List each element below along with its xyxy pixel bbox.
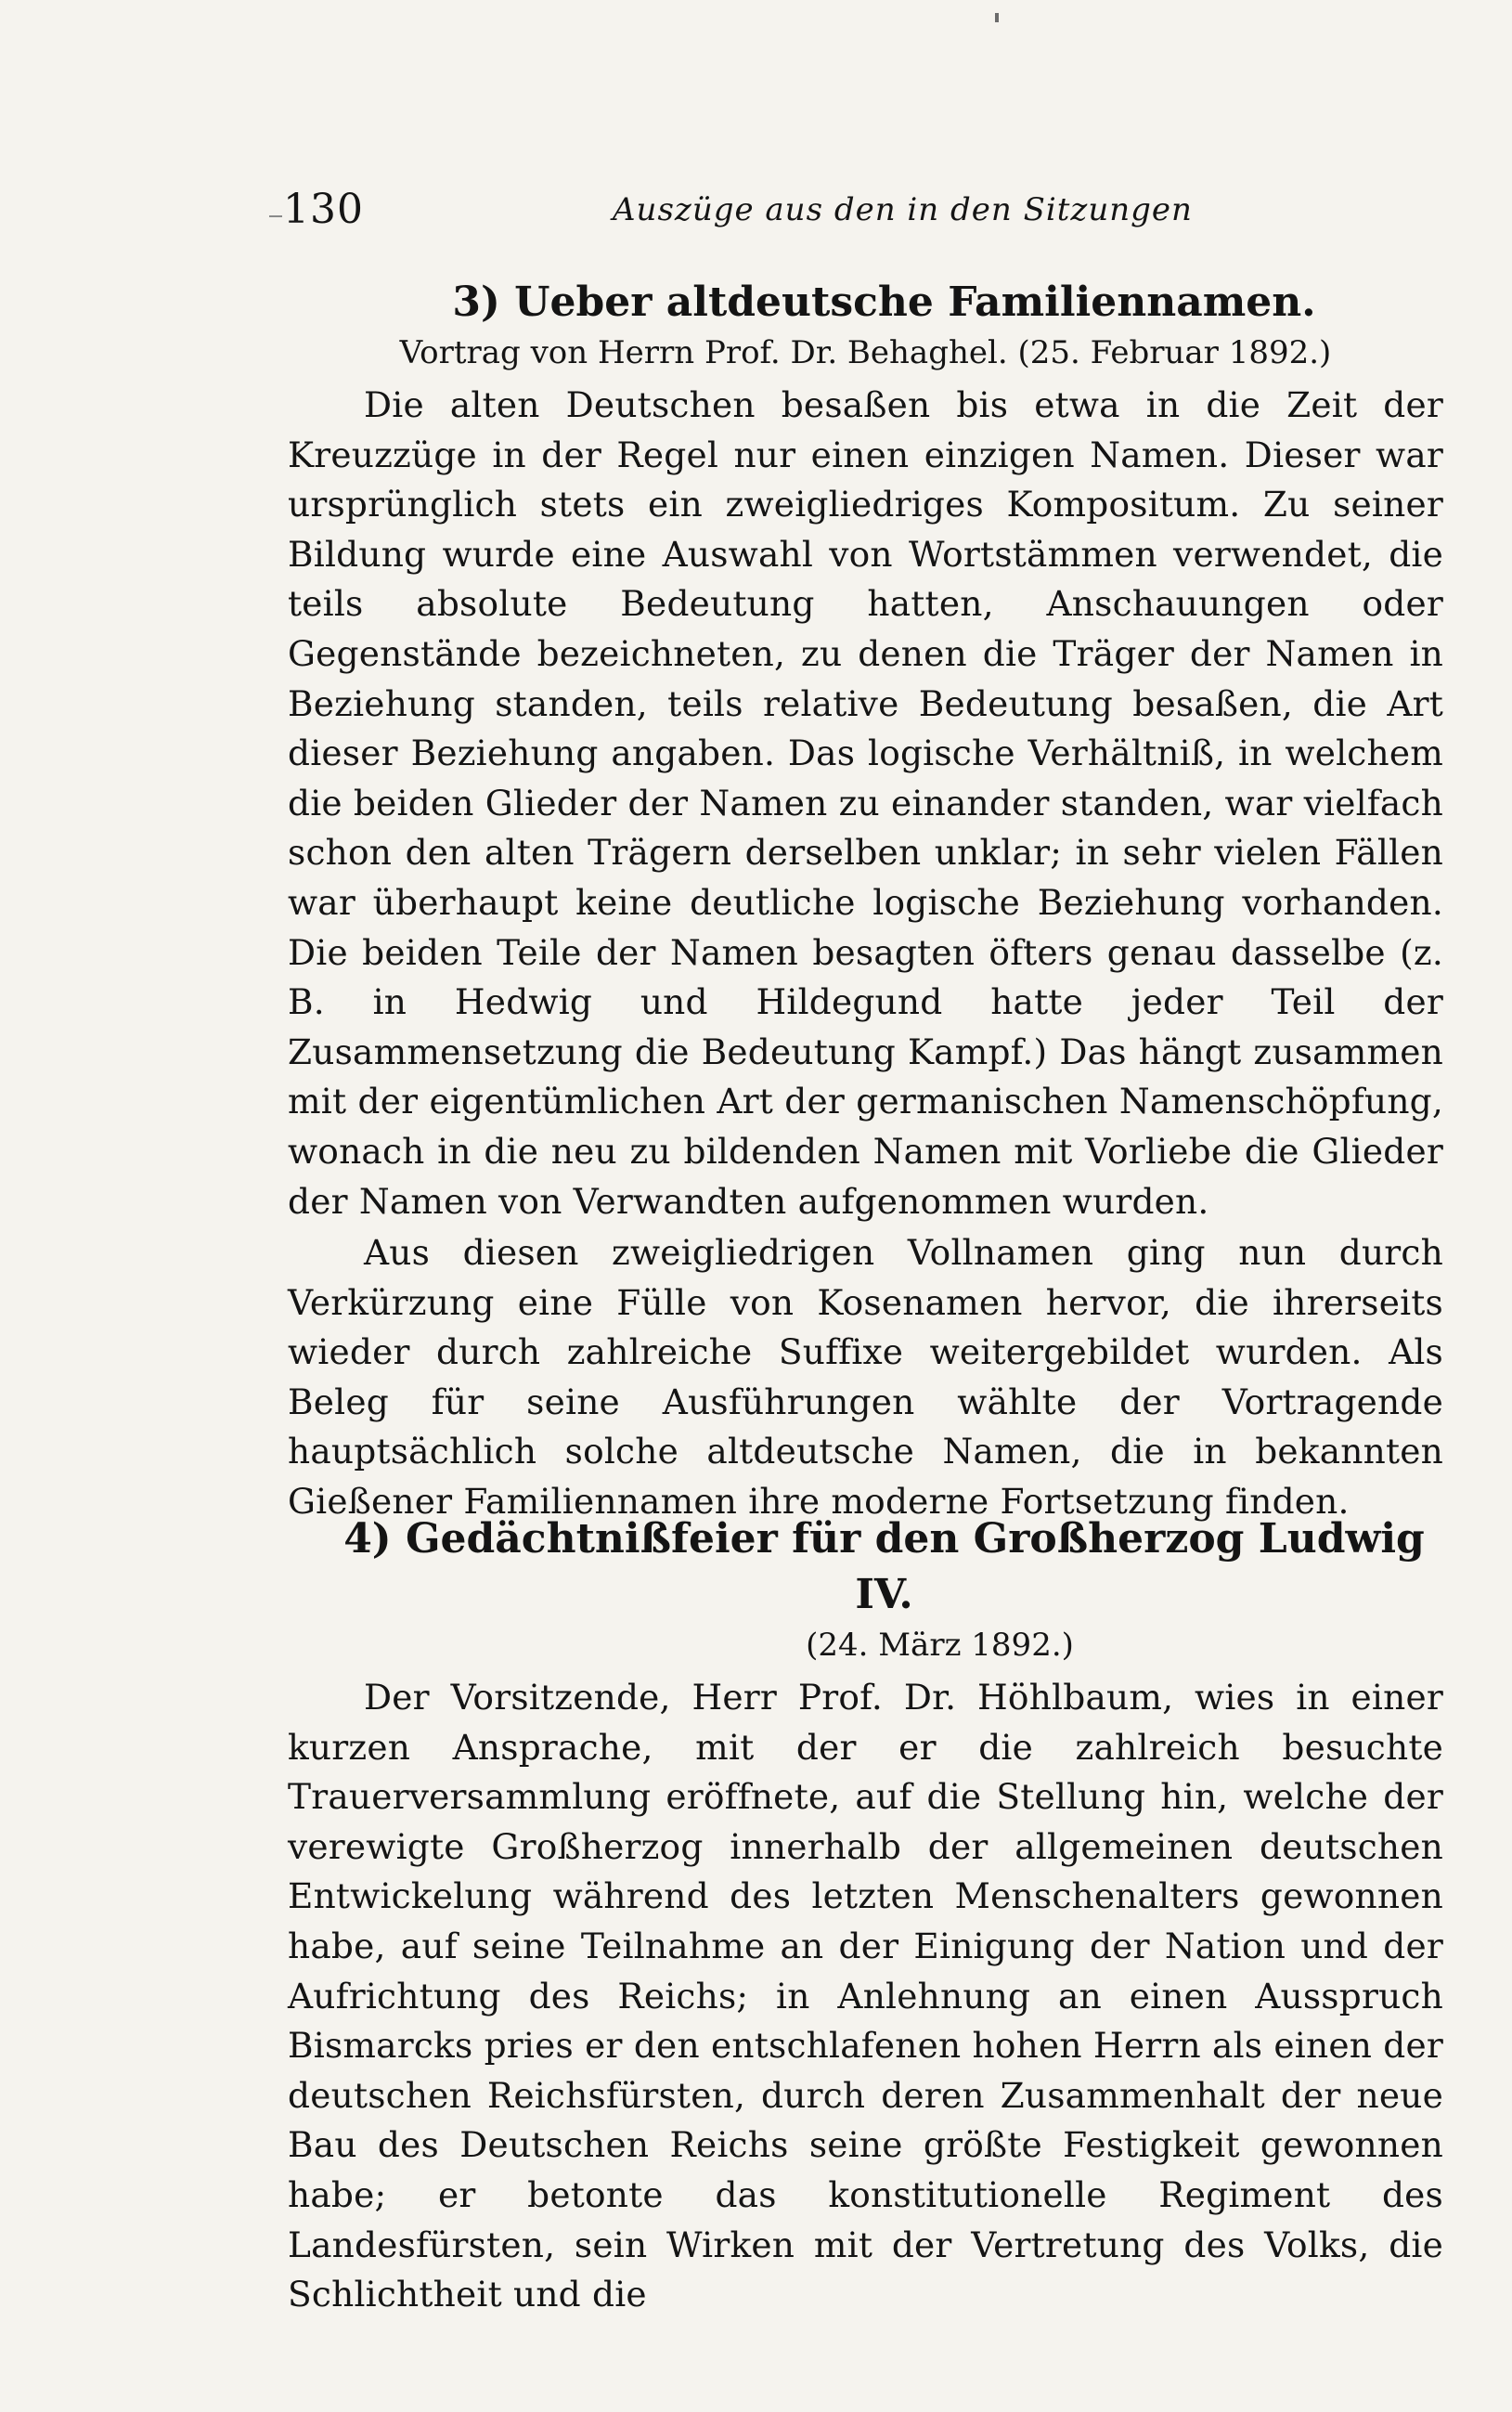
paragraph: Die alten Deutschen besaßen bis etwa in die Zeit der Kreuzzüge in der Regel nur einen einzigen Namen. Dieser war ursprünglich stets ein zweigliedriges Kompositum. Zu seiner Bildung wurde eine Auswahl von Wortstämmen verwendet, die teils absolute Bedeutung hatten, Anschauungen oder Gegenstände bezeichneten, zu denen die Träger der Namen in Beziehung standen, teils relative Bedeutung besaßen, die Art dieser Beziehung angaben. Das logische Verhältniß, in welchem die beiden Glieder der Namen zu einander standen, war vielfach schon den alten Trägern derselben unklar; in sehr vielen Fällen war überhaupt keine deutliche logische Beziehung vorhanden. Die beiden Teile der Namen besagten öfters genau dasselbe (z. B. in Hedwig und Hildegund hatte jeder Teil der Zusammensetzung die Bedeutung Kampf.) Das hängt zusammen mit der eigentümlichen Art der germanischen Namenschöpfung, wonach in die neu zu bildenden Namen mit Vorliebe die Glieder der Namen von Verwandten aufgenommen wurden. xyxy=(288,384,1443,1222)
section-subtitle: (24. März 1892.) xyxy=(806,1627,1074,1664)
running-title: Auszüge aus den in den Sitzungen xyxy=(613,191,1193,228)
page-number: 130 xyxy=(283,186,364,233)
print-mark xyxy=(269,215,282,217)
running-head xyxy=(283,186,1439,241)
section-subtitle: Vortrag von Herrn Prof. Dr. Behaghel. (25. Februar 1892.) xyxy=(399,334,1332,371)
print-mark xyxy=(995,13,999,22)
paragraph: Der Vorsitzende, Herr Prof. Dr. Höhlbaum, wies in einer kurzen Ansprache, mit der er die zahlreich besuchte Trauerversammlung eröffnete, auf die Stellung hin, welche der verewigte Großherzog innerhalb der allgemeinen deutschen Entwickelung während des letzten Menschenalters gewonnen habe, auf seine Teilnahme an der Einigung der Nation und der Aufrichtung des Reichs; in Anlehnung an einen Ausspruch Bismarcks pries er den entschlafenen hohen Herrn als einen der deutschen Reichsfürsten, durch deren Zusammenhalt der neue Bau des Deutschen Reichs seine größte Festigkeit gewonnen habe; er betonte das konstitutionelle Regiment des Landesfürsten, sein Wirken mit der Vertretung des Volks, die Schlichtheit und die xyxy=(288,1677,1443,2315)
section-title: 4) Gedächtnißfeier für den Großherzog Ludwig IV. xyxy=(343,1515,1425,1618)
section-4 xyxy=(288,1511,1443,2320)
section-title: 3) Ueber altdeutsche Familiennamen. xyxy=(452,279,1316,326)
section-3 xyxy=(288,275,1443,1527)
paragraph: Aus diesen zweigliedrigen Vollnamen ging nun durch Verkürzung eine Fülle von Kosenamen hervor, die ihrerseits wieder durch zahlreiche Suffixe weitergebildet wurden. Als Beleg für seine Ausführungen wählte der Vortragende hauptsächlich solche altdeutsche Namen, die in bekannten Gießener Familiennamen ihre moderne Fortsetzung finden. xyxy=(288,1232,1443,1523)
